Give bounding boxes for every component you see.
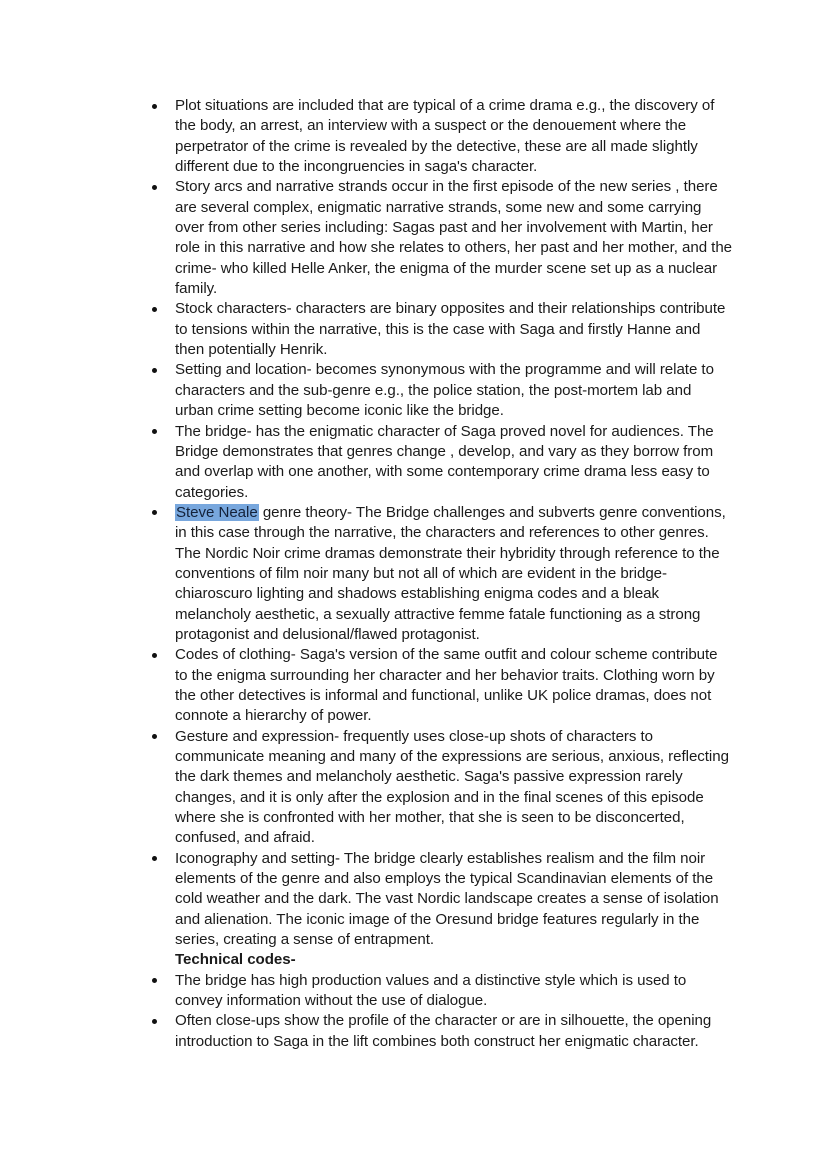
- bullet-dot-icon: [152, 653, 157, 658]
- bullet-dot-icon: [152, 104, 157, 109]
- list-item-text: Iconography and setting- The bridge clearly establishes realism and the film noir elements of the genre and also employs the typical Scandinavian elements of the cold weather and the dark. The vast Nordic landscape creates a sense of isolation and alienation. The iconic image of the Oresund bridge features regularly in the series, creating a sense of entrapment.: [175, 849, 719, 949]
- list-item: [152, 849, 732, 951]
- list-item: [152, 503, 732, 645]
- document-body: [152, 96, 732, 1052]
- notes-list: [152, 96, 732, 1052]
- list-item: [152, 645, 732, 726]
- list-item: [152, 727, 732, 849]
- list-item: [152, 971, 732, 1012]
- list-item-text: The bridge- has the enigmatic character of Saga proved novel for audiences. The Bridge demonstrates that genres change , develop, and vary as they borrow from and overlap with one another, with some contemporary crime drama less easy to categories.: [175, 422, 714, 501]
- list-item-text: The bridge has high production values and a distinctive style which is used to convey information without the use of dialogue.: [175, 971, 687, 1010]
- list-item: [152, 1011, 732, 1052]
- list-item-text: Stock characters- characters are binary opposites and their relationships contribute to tensions within the narrative, this is the case with Saga and firstly Hanne and then potentially Henrik.: [175, 300, 726, 359]
- list-item-text: Gesture and expression- frequently uses close-up shots of characters to communicate meaning and many of the expressions are serious, anxious, reflecting the dark themes and melancholy aesthetic. Saga's passive expression rarely changes, and it is only after the explosion and in the final scenes of this episode where she is confronted with her mother, that she is seen to be disconcerted, confused, and afraid.: [175, 727, 729, 847]
- list-item-text: Plot situations are included that are typical of a crime drama e.g., the discovery of the body, an arrest, an interview with a suspect or the denouement where the perpetrator of the crime is revealed by the detective, these are all made slightly different due to the incongruencies in saga's character.: [175, 97, 715, 176]
- list-item: [152, 422, 732, 503]
- list-item: [152, 360, 732, 421]
- list-item: [152, 96, 732, 177]
- list-item: [152, 299, 732, 360]
- bullet-dot-icon: [152, 856, 157, 861]
- highlighted-text[interactable]: Steve Neale: [176, 503, 258, 521]
- list-item-text: genre theory- The Bridge challenges and subverts genre conventions, in this case through the narrative, the characters and references to other genres. The Nordic Noir crime dramas demonstrate their hybridity through reference to the conventions of film noir many but not all of which are evident in the bridge- chiaroscuro lighting and shadows establishing enigma codes and a bleak melancholy aesthetic, a sexually attractive femme fatale functioning as a strong protagonist and delusional/flawed protagonist.: [175, 503, 726, 643]
- bullet-dot-icon: [152, 734, 157, 739]
- list-item-text: Often close-ups show the profile of the character or are in silhouette, the opening introduction to Saga in the lift combines both construct her enigmatic character.: [175, 1012, 712, 1050]
- bullet-dot-icon: [152, 307, 157, 312]
- list-item-text: Story arcs and narrative strands occur in the first episode of the new series , there are several complex, enigmatic narrative strands, some new and some carrying over from other series including: Sagas past and her involvement with Martin, her role in this narrative and how she relates to others, her past and her mother, and the crime- who killed Helle Anker, the enigma of the murder scene set up as a nuclear family.: [175, 178, 733, 298]
- bullet-dot-icon: [152, 978, 157, 983]
- bullet-dot-icon: [152, 510, 157, 515]
- bullet-dot-icon: [152, 1019, 157, 1024]
- list-item-text: Setting and location- becomes synonymous with the programme and will relate to characters and the sub-genre e.g., the police station, the post-mortem lab and urban crime setting become iconic like the bridge.: [175, 361, 714, 420]
- list-item-text: Codes of clothing- Saga's version of the same outfit and colour scheme contribute to the enigma surrounding her character and her behavior traits. Clothing worn by the other detectives is informal and functional, unlike UK police dramas, does not connote a hierarchy of power.: [175, 646, 718, 725]
- bullet-dot-icon: [152, 368, 157, 373]
- list-item: [152, 177, 732, 299]
- bullet-dot-icon: [152, 185, 157, 190]
- section-heading: Technical codes-: [175, 951, 296, 969]
- bullet-dot-icon: [152, 429, 157, 434]
